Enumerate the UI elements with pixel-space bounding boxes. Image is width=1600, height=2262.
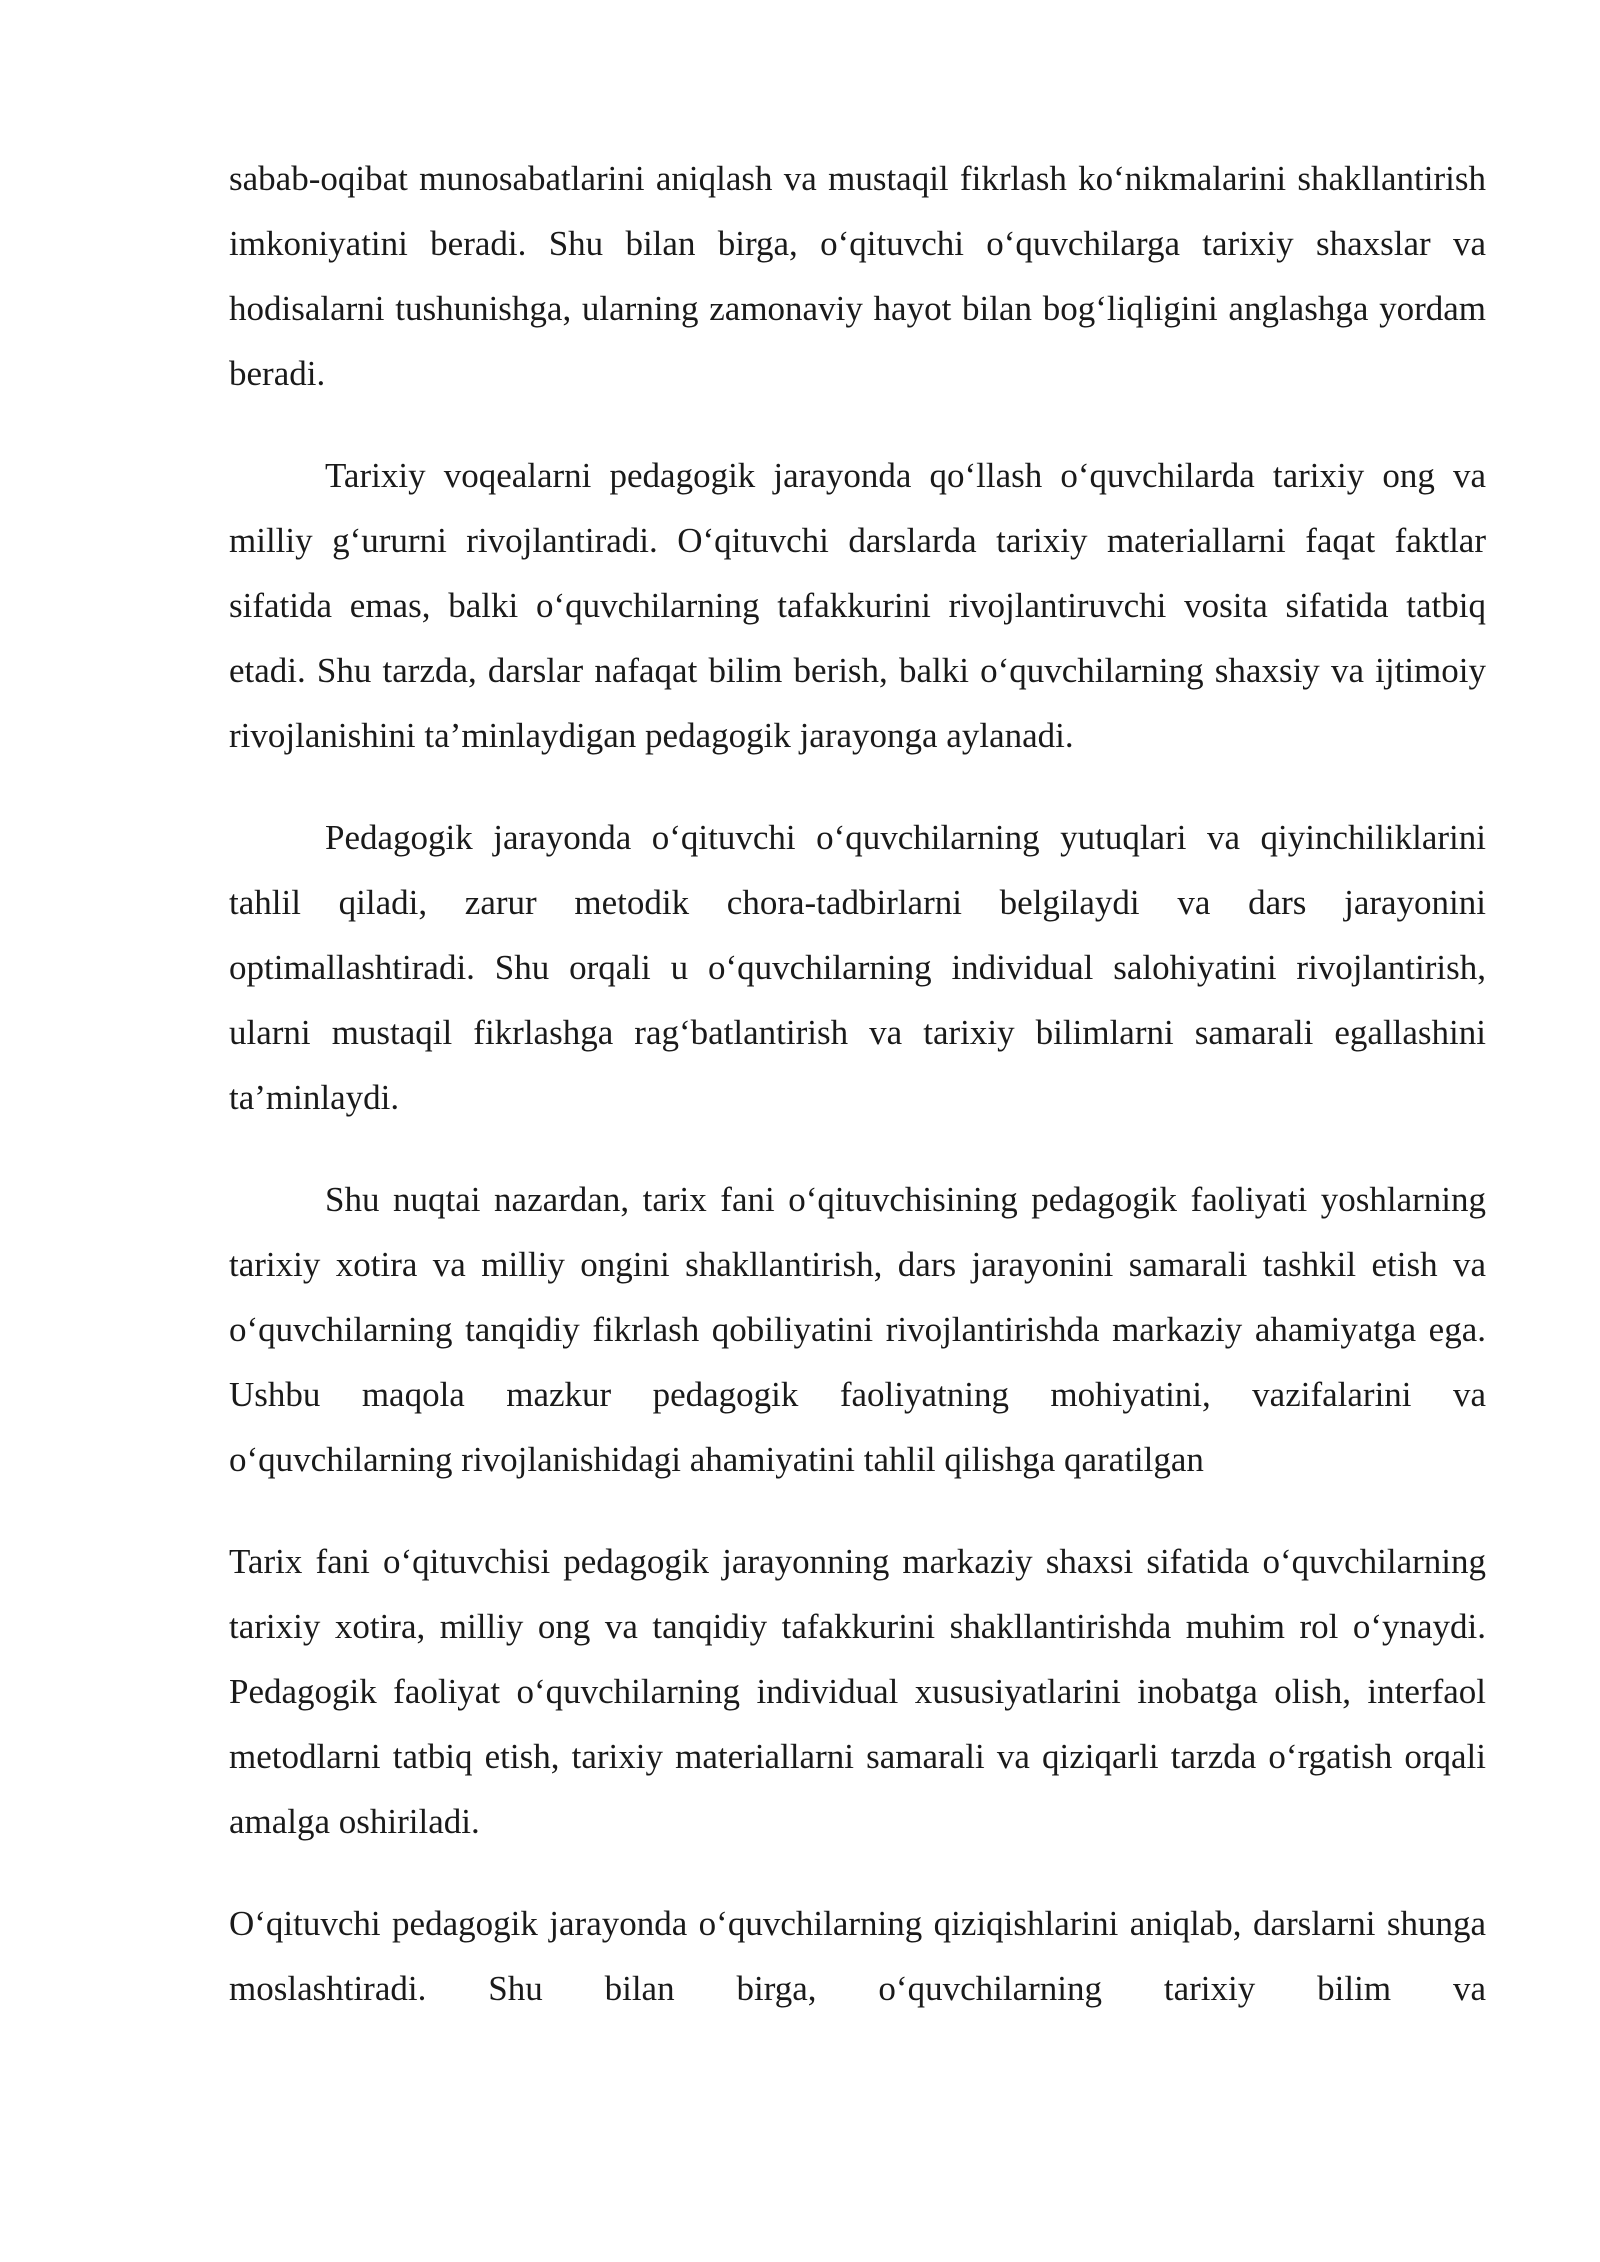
paragraph-1: sabab-oqibat munosabatlarini aniqlash va mustaqil fikrlash ko‘nikmalarini shakllantirish imkoniyatini beradi. Shu bilan birga, o‘qituvchi o‘quvchilarga tarixiy shaxslar va hodisalarni tushunishga, ularning zamonaviy hayot bilan bog‘liqligini anglashga yordam beradi.: [229, 159, 1486, 393]
paragraph-3: Pedagogik jarayonda o‘qituvchi o‘quvchilarning yutuqlari va qiyinchiliklarini tahlil qiladi, zarur metodik chora-tadbirlarni belgilaydi va dars jarayonini optimallashtiradi. Shu orqali u o‘quvchilarning individual salohiyatini rivojlantirish, ularni mustaqil fikrlashga rag‘batlantirish va tarixiy bilimlarni samarali egallashini ta’minlaydi.: [229, 818, 1486, 1117]
paragraph-6: O‘qituvchi pedagogik jarayonda o‘quvchilarning qiziqishlarini aniqlab, darslarni shunga moslashtiradi. Shu bilan birga, o‘quvchilarning tarixiy bilim va: [229, 1904, 1486, 2008]
paragraph-5: Tarix fani o‘qituvchisi pedagogik jarayonning markaziy shaxsi sifatida o‘quvchilarning tarixiy xotira, milliy ong va tanqidiy tafakkurini shakllantirishda muhim rol o‘ynaydi. Pedagogik faoliyat o‘quvchilarning individual xususiyatlarini inobatga olish, interfaol metodlarni tatbiq etish, tarixiy materiallarni samarali va qiziqarli tarzda o‘rgatish orqali amalga oshiriladi.: [229, 1542, 1486, 1841]
paragraph-4: Shu nuqtai nazardan, tarix fani o‘qituvchisining pedagogik faoliyati yoshlarning tarixiy xotira va milliy ongini shakllantirish, dars jarayonini samarali tashkil etish va o‘quvchilarning tanqidiy fikrlash qobiliyatini rivojlantirishda markaziy ahamiyatga ega. Ushbu maqola mazkur pedagogik faoliyatning mohiyatini, vazifalarini va o‘quvchilarning rivojlanishidagi ahamiyatini tahlil qilishga qaratilgan: [229, 1180, 1486, 1479]
paragraph-2: Tarixiy voqealarni pedagogik jarayonda qo‘llash o‘quvchilarda tarixiy ong va milliy g‘ururni rivojlantiradi. O‘qituvchi darslarda tarixiy materiallarni faqat faktlar sifatida emas, balki o‘quvchilarning tafakkurini rivojlantiruvchi vosita sifatida tatbiq etadi. Shu tarzda, darslar nafaqat bilim berish, balki o‘quvchilarning shaxsiy va ijtimoiy rivojlanishini ta’minlaydigan pedagogik jarayonga aylanadi.: [229, 456, 1486, 755]
document-body: [229, 146, 1486, 2021]
